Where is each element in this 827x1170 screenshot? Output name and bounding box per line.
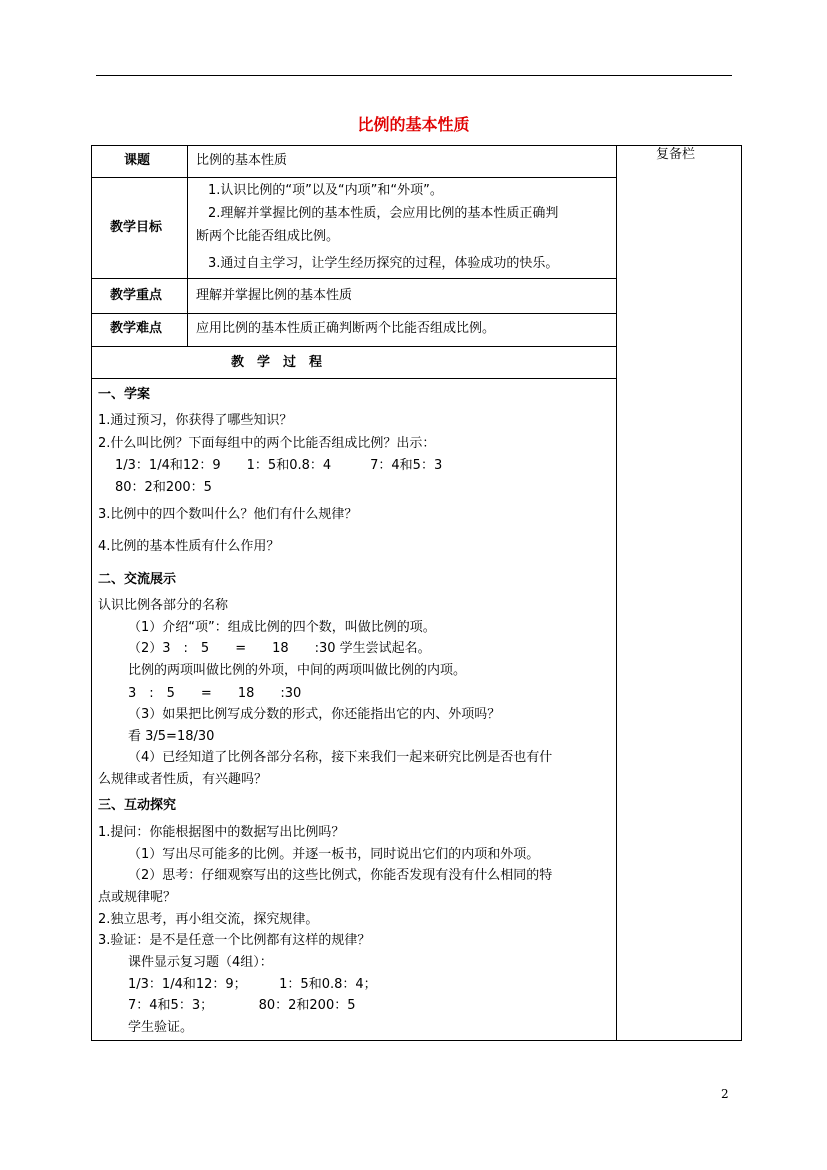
process-line: （4）已经知道了比例各部分名称，接下来我们一起来研究比例是否也有什	[128, 750, 553, 765]
row-label-topic: 课题	[124, 153, 151, 168]
process-line: （2）思考：仔细观察写出的这些比例式，你能否发现有没有什么相同的特	[128, 868, 553, 883]
process-line: 3 : 5 = 18 :30	[128, 686, 302, 701]
header-rule	[96, 75, 732, 76]
process-line: 课件显示复习题（4组）：	[128, 955, 273, 970]
section-heading: 二、交流展示	[98, 572, 177, 587]
key-points-value: 理解并掌握比例的基本性质	[196, 288, 353, 303]
row-divider	[91, 278, 617, 279]
label-column-divider	[187, 145, 188, 347]
row-divider	[91, 313, 617, 314]
page-number: 2	[721, 1087, 729, 1101]
process-line: 4.比例的基本性质有什么作用？	[98, 539, 280, 554]
lesson-table	[91, 145, 742, 1041]
process-line: （1）写出尽可能多的比例。并逐一板书，同时说出它们的内项和外项。	[128, 847, 540, 862]
process-line: 3.验证：是不是任意一个比例都有这样的规律？	[98, 933, 371, 948]
page-title: 比例的基本性质	[357, 115, 470, 134]
row-divider	[91, 346, 617, 347]
process-line: 80：2和200：5	[115, 480, 212, 495]
side-column-header: 复备栏	[656, 147, 696, 162]
process-line: 看 3/5=18/30	[128, 729, 215, 744]
process-line: 1/3：1/4和12：9 1：5和0.8：4 7：4和5：3	[115, 458, 443, 473]
goal-line: 1.认识比例的“项”以及“内项”和“外项”。	[208, 183, 443, 198]
row-divider	[91, 177, 617, 178]
process-line: 7：4和5：3； 80：2和200：5	[128, 998, 356, 1013]
section-heading: 一、学案	[98, 387, 151, 402]
topic-value: 比例的基本性质	[196, 153, 288, 168]
process-line: 1.提问：你能根据图中的数据写出比例吗？	[98, 825, 345, 840]
row-label-key-points: 教学重点	[110, 288, 163, 303]
process-line: 比例的两项叫做比例的外项，中间的两项叫做比例的内项。	[128, 663, 467, 678]
process-line: 点或规律呢？	[98, 890, 177, 905]
process-line: 3.比例中的四个数叫什么？他们有什么规律？	[98, 507, 358, 522]
process-line: （3）如果把比例写成分数的形式，你还能指出它的内、外项吗？	[128, 707, 501, 722]
process-line: （2）3 : 5 = 18 :30 学生尝试起名。	[128, 641, 431, 656]
row-divider	[91, 378, 617, 379]
goal-line: 2.理解并掌握比例的基本性质，会应用比例的基本性质正确判	[208, 206, 559, 221]
process-line: 2.独立思考，再小组交流，探究规律。	[98, 912, 319, 927]
goal-line: 断两个比能否组成比例。	[196, 229, 340, 244]
process-line: 学生验证。	[128, 1020, 194, 1035]
process-header: 教 学 过 程	[231, 355, 323, 370]
difficulties-value: 应用比例的基本性质正确判断两个比能否组成比例。	[196, 321, 496, 336]
process-line: 认识比例各部分的名称	[98, 598, 229, 613]
process-line: 1/3：1/4和12：9； 1：5和0.8：4；	[128, 977, 377, 992]
goal-line: 3.通过自主学习，让学生经历探究的过程，体验成功的快乐。	[208, 256, 559, 271]
process-line: （1）介绍“项”：组成比例的四个数，叫做比例的项。	[128, 620, 436, 635]
process-line: 2.什么叫比例？下面每组中的两个比能否组成比例？出示：	[98, 436, 436, 451]
section-heading: 三、互动探究	[98, 798, 177, 813]
row-label-goals: 教学目标	[110, 220, 163, 235]
row-label-difficulties: 教学难点	[110, 321, 163, 336]
process-line: 么规律或者性质，有兴趣吗？	[98, 772, 268, 787]
process-line: 1.通过预习，你获得了哪些知识？	[98, 413, 293, 428]
side-column-divider	[616, 145, 617, 1041]
